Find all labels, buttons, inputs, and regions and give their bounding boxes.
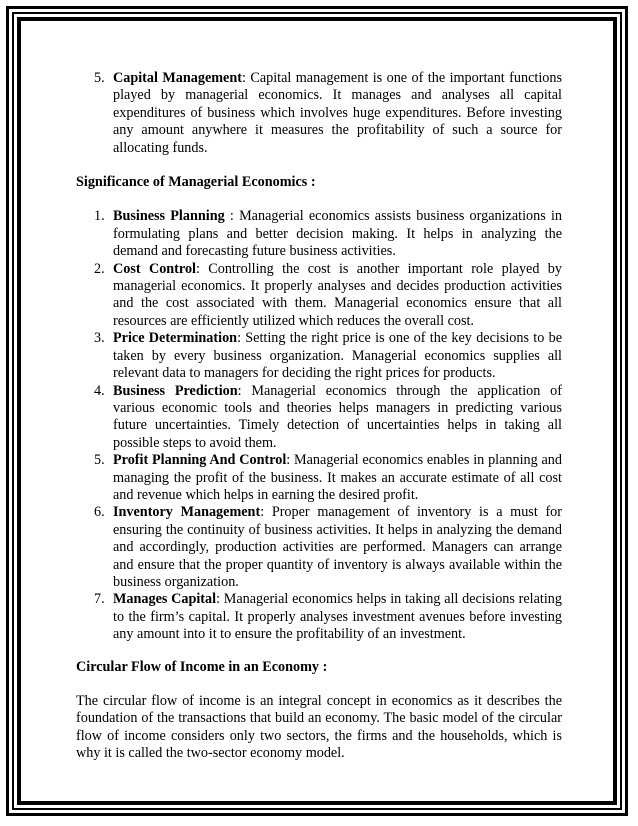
list-term: Business Planning <box>113 208 225 225</box>
section-heading-circular-flow: Circular Flow of Income in an Economy : <box>76 658 328 675</box>
list-number: 1. <box>94 208 105 225</box>
list-item <box>76 261 562 331</box>
list-number: 5. <box>94 452 105 469</box>
list-number: 5. <box>94 70 105 86</box>
list-item <box>76 330 562 382</box>
list-number: 3. <box>94 330 105 347</box>
list-item <box>76 70 562 157</box>
list-term: Price Determination <box>113 330 238 347</box>
list-item <box>76 452 562 504</box>
list-term: Manages Capital <box>113 591 217 608</box>
list-text: : Managerial economics helps in taking all decisions relating to the firm’s capital. It properly analyses investment avenues before investing any amount into it to ensure the profitability of an investment. <box>113 591 562 643</box>
section-heading-significance: Significance of Managerial Economics : <box>76 174 316 191</box>
list-number: 4. <box>94 382 105 399</box>
list-term: Inventory Management <box>113 504 261 521</box>
list-term: Profit Planning And Control <box>113 452 287 469</box>
circular-flow-paragraph: The circular flow of income is an integral concept in economics as it describes the foundation of the transactions that build an economy. The basic model of the circular flow of income considers only two sectors, the firms and the households, which is why it is called the two-sector economy model. <box>76 693 562 762</box>
list-term: Cost Control <box>113 260 196 277</box>
list-text: : Managerial economics through the application of various economic tools and theories helps managers in predicting various future uncertainties. Timely detection of uncertainties helps in taking all possible steps to avoid them. <box>113 382 562 451</box>
list-item <box>76 383 562 453</box>
list-number: 6. <box>94 504 105 521</box>
list-number: 2. <box>94 260 105 277</box>
capital-list <box>76 70 562 157</box>
list-text: : Proper management of inventory is a must for ensuring the continuity of business activities. It helps in analyzing the demand and accordingly, production activities are performed. Managers can arrange and ensure that the proper quantity of inventory is always available within the business organization. <box>113 504 562 590</box>
document-body <box>76 70 562 763</box>
list-number: 7. <box>94 591 105 608</box>
list-text: : Capital management is one of the important functions played by managerial economics. It manages and analyses all capital expenditures of business which involves huge expenditures. Before investing any amount anywhere it measures the profitability of such a source for allocating funds. <box>113 70 562 156</box>
list-text: : Managerial economics enables in planning and managing the profit of the business. It makes an accurate estimate of all cost and revenue which helps in earning the desired profit. <box>113 452 562 503</box>
list-text: : Managerial economics assists business organizations in formulating plans and better decision making. It helps in analyzing the demand and forecasting future business activities. <box>113 208 562 260</box>
list-item <box>76 208 562 260</box>
list-term: Capital Management <box>113 70 242 86</box>
list-text: : Setting the right price is one of the key decisions to be taken by every business organization. Managerial economics supplies all relevant data to managers for deciding the right prices for products. <box>113 330 563 382</box>
list-item <box>76 504 562 591</box>
significance-list <box>76 208 562 643</box>
list-item <box>76 591 562 643</box>
list-text: : Controlling the cost is another important role played by managerial economics. It properly analyses and decides production activities and the cost associated with them. Managerial economics ensure that all resources are efficiently utilized which reduces the overall cost. <box>113 260 562 329</box>
list-term: Business Prediction <box>113 382 238 399</box>
